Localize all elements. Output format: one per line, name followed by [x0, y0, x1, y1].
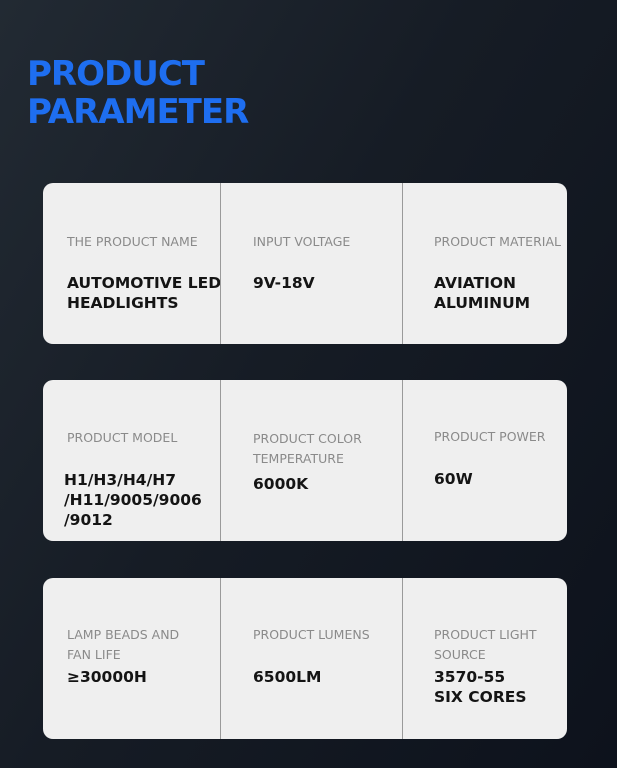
- parameter-card-1: [43, 183, 567, 344]
- param-label: PRODUCT MATERIAL: [434, 234, 561, 249]
- param-color-temperature: [220, 380, 402, 541]
- param-product-lumens: [220, 578, 402, 739]
- param-label: PRODUCT LIGHT SOURCE: [434, 627, 537, 662]
- param-value: 6500LM: [253, 668, 322, 686]
- param-value: 60W: [434, 470, 473, 488]
- param-product-material: [402, 183, 567, 344]
- param-label: PRODUCT LUMENS: [253, 627, 370, 642]
- param-value: ≥30000H: [67, 668, 147, 686]
- parameter-card-3: [43, 578, 567, 739]
- page-title-line-1: PRODUCT: [27, 54, 204, 94]
- param-lamp-life: [43, 578, 220, 739]
- param-label: PRODUCT POWER: [434, 429, 546, 444]
- param-product-model: [43, 380, 220, 541]
- param-value: 6000K: [253, 475, 309, 493]
- param-label: PRODUCT COLOR TEMPERATURE: [253, 431, 362, 466]
- param-input-voltage: [220, 183, 402, 344]
- param-value: H1/H3/H4/H7 /H11/9005/9006 /9012: [64, 471, 202, 529]
- param-label: INPUT VOLTAGE: [253, 234, 351, 249]
- param-value: 3570-55 SIX CORES: [434, 668, 527, 706]
- parameter-card-2: [43, 380, 567, 541]
- page-title-line-2: PARAMETER: [27, 92, 249, 132]
- param-light-source: [402, 578, 567, 739]
- param-product-name: [43, 183, 220, 344]
- param-product-power: [402, 380, 567, 541]
- param-value: AVIATION ALUMINUM: [434, 274, 531, 312]
- page-title: [27, 55, 248, 131]
- param-value: AUTOMOTIVE LED HEADLIGHTS: [67, 274, 222, 312]
- param-label: PRODUCT MODEL: [67, 430, 178, 445]
- param-label: LAMP BEADS AND FAN LIFE: [67, 627, 180, 662]
- param-value: 9V-18V: [253, 274, 315, 292]
- param-label: THE PRODUCT NAME: [67, 234, 198, 249]
